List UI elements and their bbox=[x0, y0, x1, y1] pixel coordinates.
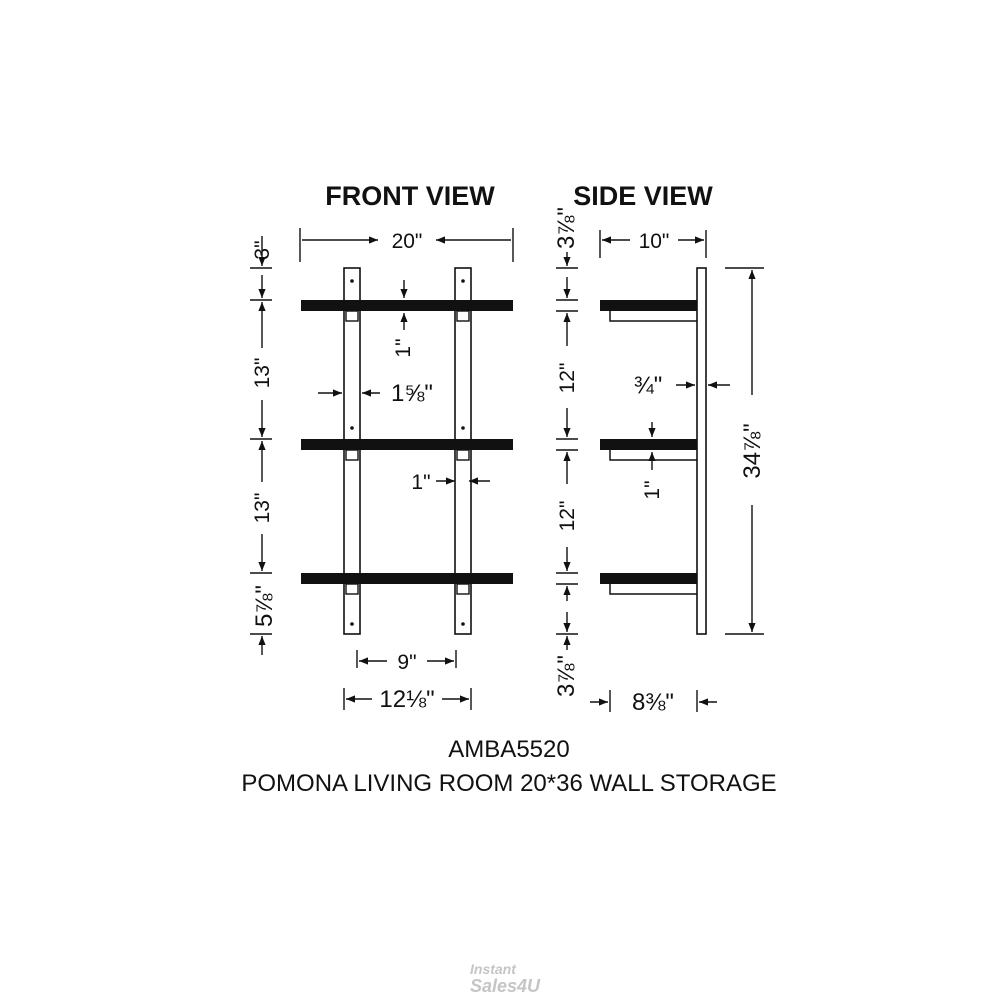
watermark-logo bbox=[470, 961, 541, 996]
side-shelf-thickness-label: 1" bbox=[641, 480, 664, 500]
front-bottom-offset-label: 5⅞" bbox=[251, 585, 278, 627]
svg-text:Sales4U: Sales4U bbox=[470, 976, 541, 996]
side-shelf-middle bbox=[600, 439, 697, 450]
side-vertical-dimension-chain bbox=[556, 252, 578, 650]
front-width-label: 20" bbox=[391, 230, 423, 253]
front-shelf-middle bbox=[301, 439, 513, 450]
side-upright bbox=[697, 268, 706, 634]
side-top-offset-label: 3⅞" bbox=[553, 207, 580, 249]
side-shelf-top bbox=[600, 300, 697, 311]
side-shelf-bottom bbox=[600, 573, 697, 584]
side-total-height-label: 34⅞" bbox=[739, 423, 766, 479]
side-view-title: SIDE VIEW bbox=[573, 181, 713, 211]
front-inner-span-label: 9" bbox=[397, 651, 417, 674]
front-view bbox=[250, 181, 513, 713]
front-top-offset-label: 3" bbox=[251, 240, 274, 260]
side-bottom-offset-label: 3⅞" bbox=[553, 655, 580, 697]
side-bracket-depth-label: 8⅜" bbox=[632, 689, 674, 716]
front-upright-width-label: 1⅝" bbox=[391, 380, 433, 407]
front-shelf-bottom bbox=[301, 573, 513, 584]
front-bracket-width-label: 1" bbox=[411, 471, 431, 494]
front-outer-span-label: 12⅛" bbox=[379, 686, 435, 713]
side-shelves bbox=[600, 300, 697, 584]
front-shelf-thickness-label: 1" bbox=[392, 338, 415, 358]
side-view bbox=[553, 181, 766, 716]
svg-text:Instant: Instant bbox=[470, 961, 516, 977]
product-name: POMONA LIVING ROOM 20*36 WALL STORAGE bbox=[241, 770, 777, 797]
front-view-title: FRONT VIEW bbox=[325, 181, 495, 211]
side-spacing-lower-label: 12" bbox=[556, 500, 579, 532]
front-spacing-upper-label: 13" bbox=[251, 357, 274, 389]
model-number: AMBA5520 bbox=[448, 736, 570, 763]
side-spacing-upper-label: 12" bbox=[556, 362, 579, 394]
side-upright-thickness-label: ¾" bbox=[633, 372, 663, 399]
side-brackets bbox=[610, 311, 697, 594]
front-shelf-top bbox=[301, 300, 513, 311]
side-depth-label: 10" bbox=[638, 230, 670, 253]
front-spacing-lower-label: 13" bbox=[251, 492, 274, 524]
